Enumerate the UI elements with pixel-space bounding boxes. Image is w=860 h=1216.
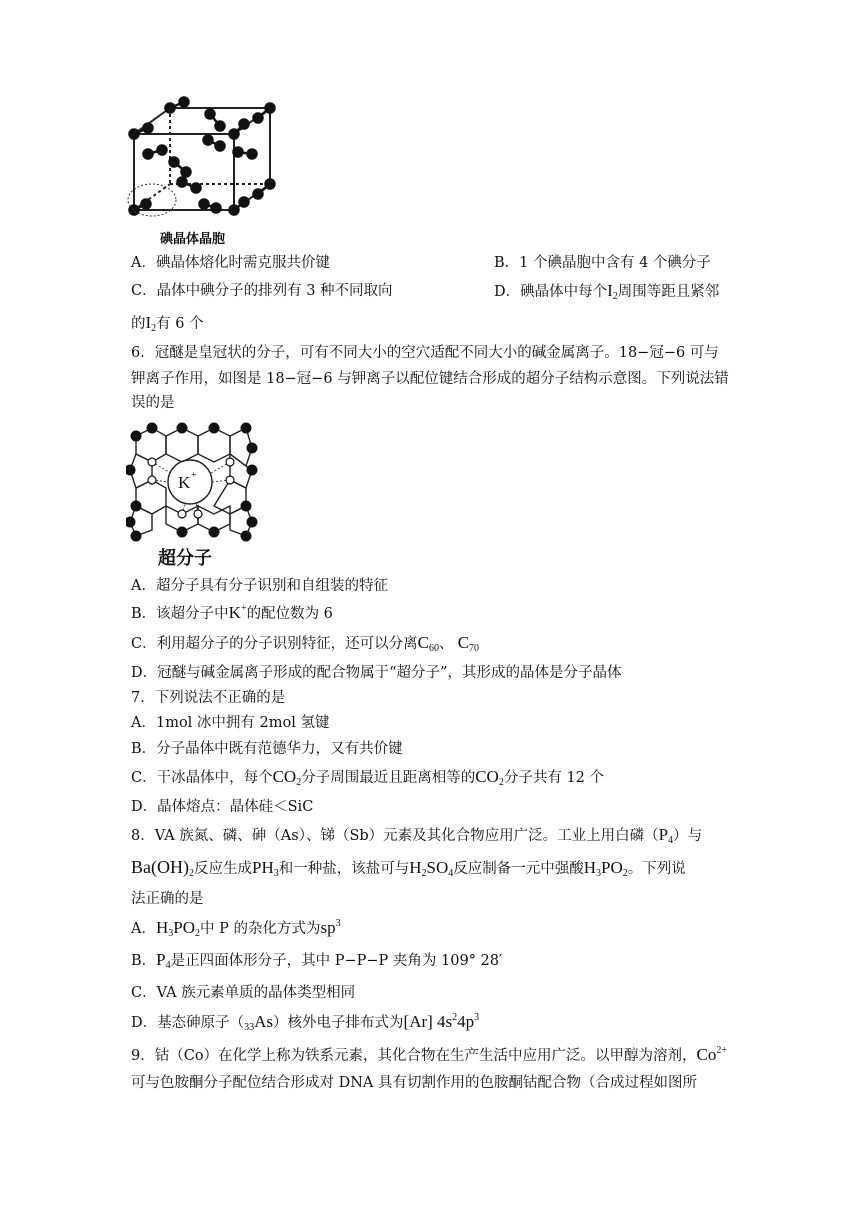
q9-stem-line1: 9．钴（Co）在化学上称为铁系元素，其化合物在生产生活中应用广泛。以甲醇为溶剂，$Co^{2+}$ <box>131 1045 728 1064</box>
q5-option-b: B．1 个碘晶胞中含有 4 个碘分子 <box>494 255 711 271</box>
q8-option-d: D．基态砷原子$(_{33}As)$核外电子排布式为[Ar] $4s^24p^3$ <box>131 1012 480 1033</box>
q6-option-c: C．利用超分子的分子识别特征，还可以分离$C_{60}$、 $C_{70}$ <box>131 633 480 654</box>
iodine-unit-cell-figure <box>126 96 286 228</box>
q7-option-d: D．晶体熔点：晶体硅＜SiC <box>131 799 314 815</box>
q5-option-a: A．碘晶体熔化时需克服共价键 <box>131 255 330 271</box>
crown-ether-supramolecule-figure <box>126 418 258 546</box>
iodine-figure-caption: 碘晶体晶胞 <box>160 232 226 247</box>
q7-option-c: C．干冰晶体中，每个$CO_2$分子周围最近且距离相等的$CO_2$分子共有 12 个 <box>131 767 605 788</box>
q6-option-a: A．超分子具有分子识别和自组装的特征 <box>131 578 388 594</box>
q8-stem-line2: $Ba(OH)_2$反应生成$PH_3$和一种盐，该盐可与$H_2SO_4$反应制备一元中强酸$H_3PO_2$。下列说 <box>131 857 686 879</box>
q5-option-d-continued: 的$I_2$有 6 个 <box>131 313 204 334</box>
q8-stem-line3: 法正确的是 <box>131 891 204 907</box>
q7-option-a: A．1mol 冰中拥有 2mol 氢键 <box>131 715 330 731</box>
q6-stem-line1: 6．冠醚是皇冠状的分子，可有不同大小的空穴适配不同大小的碱金属离子。18−冠−6 可与 <box>131 345 719 361</box>
q8-option-a: A．$H_3PO_2$中 P 的杂化方式为$sp^3$ <box>131 918 341 939</box>
q8-option-c: C．VA 族元素单质的晶体类型相同 <box>131 985 356 1001</box>
q5-option-c: C．晶体中碘分子的排列有 3 种不同取向 <box>131 283 393 299</box>
q6-option-d: D．冠醚与碱金属离子形成的配合物属于“超分子”，其形成的晶体是分子晶体 <box>131 665 622 681</box>
q6-stem-line2: 钾离子作用，如图是 18−冠−6 与钾离子以配位键结合形成的超分子结构示意图。下列说法错 <box>131 371 729 387</box>
potassium-ion-charge: + <box>191 470 197 481</box>
q5-option-d: D．碘晶体中每个$I_2$周围等距且紧邻 <box>494 281 720 302</box>
q6-option-b: B．该超分子中K+的配位数为 6 <box>131 603 333 622</box>
q7-stem: 7．下列说法不正确的是 <box>131 690 286 706</box>
potassium-ion-label: K <box>178 473 191 492</box>
supramolecule-caption: 超分子 <box>158 548 212 569</box>
q8-stem-line1: 8．VA 族氮、磷、砷（As）、锑（Sb）元素及其化合物应用广泛。工业上用白磷$(P_4)$与 <box>131 825 703 846</box>
q8-option-b: B．$P_4$是正四面体形分子，其中 P−P−P 夹角为 109° 28′ <box>131 950 503 971</box>
q6-stem-line3: 误的是 <box>131 395 175 411</box>
q9-stem-line2: 可与色胺酮分子配位结合形成对 DNA 具有切割作用的色胺酮钴配合物（合成过程如图所 <box>131 1075 697 1091</box>
q7-option-b: B．分子晶体中既有范德华力，又有共价键 <box>131 741 403 757</box>
